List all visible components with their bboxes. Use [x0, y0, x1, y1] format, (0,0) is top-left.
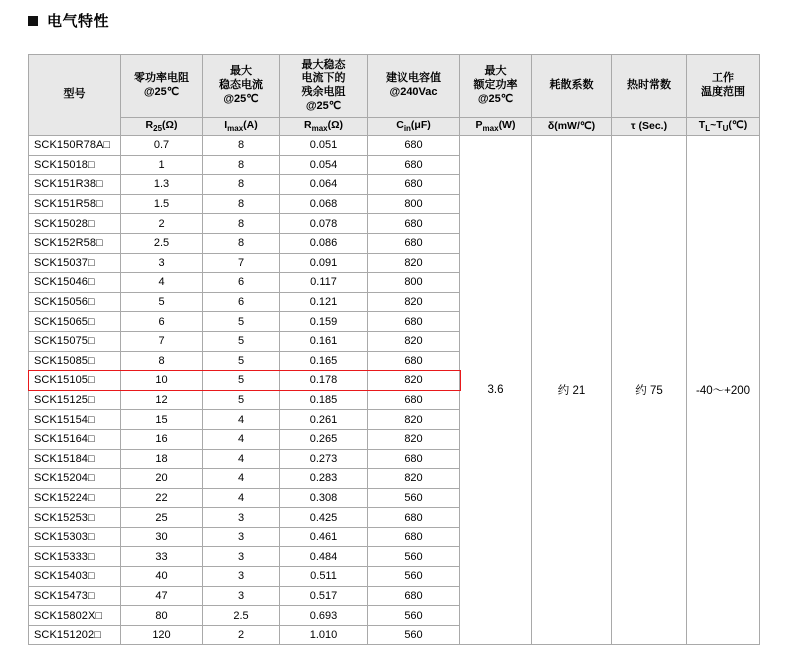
header-thermal-constant-label: 热时常数 — [627, 79, 671, 92]
header-r25-label: 零功率电阻 @25℃ — [134, 72, 189, 98]
cell-imax: 8 — [203, 175, 280, 195]
cell-capacitance: 800 — [368, 194, 460, 214]
cell-r25: 10 — [121, 371, 203, 391]
header-symbol-tau: τ (Sec.) — [612, 118, 687, 136]
cell-imax: 4 — [203, 410, 280, 430]
cell-rmax: 0.185 — [280, 390, 368, 410]
cell-capacitance: 800 — [368, 273, 460, 293]
table-row — [29, 136, 760, 156]
cell-r25: 47 — [121, 586, 203, 606]
cell-model: SCK15028□ — [29, 214, 121, 234]
cell-capacitance: 560 — [368, 488, 460, 508]
cell-capacitance: 820 — [368, 410, 460, 430]
cell-r25: 25 — [121, 508, 203, 528]
cell-imax: 2 — [203, 625, 280, 645]
cell-rmax: 0.117 — [280, 273, 368, 293]
cell-r25: 4 — [121, 273, 203, 293]
cell-imax: 4 — [203, 488, 280, 508]
cell-model: SCK150R78A□ — [29, 136, 121, 156]
cell-rmax: 0.273 — [280, 449, 368, 469]
cell-capacitance: 820 — [368, 371, 460, 391]
cell-imax: 7 — [203, 253, 280, 273]
cell-capacitance: 680 — [368, 312, 460, 332]
cell-rmax: 0.511 — [280, 567, 368, 587]
cell-rmax: 0.161 — [280, 331, 368, 351]
header-symbol-r25: $R_{25}(\Omega)$ — [121, 118, 203, 136]
cell-r25: 16 — [121, 429, 203, 449]
cell-imax: 4 — [203, 429, 280, 449]
cell-rmax: 0.517 — [280, 586, 368, 606]
cell-capacitance: 820 — [368, 253, 460, 273]
cell-model: SCK15085□ — [29, 351, 121, 371]
cell-rmax: 0.261 — [280, 410, 368, 430]
cell-imax: 5 — [203, 390, 280, 410]
header-capacitance — [368, 55, 460, 118]
cell-imax: 6 — [203, 273, 280, 293]
cell-imax: 5 — [203, 331, 280, 351]
cell-capacitance: 820 — [368, 292, 460, 312]
header-imax-label: 最大 稳态电流 @25℃ — [219, 65, 263, 105]
cell-capacitance: 680 — [368, 155, 460, 175]
cell-r25: 40 — [121, 567, 203, 587]
spec-table-container — [28, 54, 759, 645]
header-symbol-pmax: $P_{max}(W)$ — [460, 118, 532, 136]
cell-rmax: 0.461 — [280, 527, 368, 547]
cell-r25: 2.5 — [121, 233, 203, 253]
cell-imax: 8 — [203, 194, 280, 214]
cell-model: SCK15056□ — [29, 292, 121, 312]
cell-model: SCK15253□ — [29, 508, 121, 528]
cell-r25: 18 — [121, 449, 203, 469]
cell-model: SCK15037□ — [29, 253, 121, 273]
cell-model: SCK152R58□ — [29, 233, 121, 253]
header-symbol-dissipation: δ(mW/℃) — [532, 118, 612, 136]
section-heading — [28, 10, 109, 31]
cell-rmax: 0.064 — [280, 175, 368, 195]
cell-capacitance: 680 — [368, 214, 460, 234]
cell-rmax: 0.054 — [280, 155, 368, 175]
cell-capacitance: 680 — [368, 586, 460, 606]
table-header-row-symbols — [29, 118, 760, 136]
header-rmax — [280, 55, 368, 118]
cell-imax: 8 — [203, 233, 280, 253]
cell-capacitance: 560 — [368, 547, 460, 567]
cell-capacitance: 560 — [368, 625, 460, 645]
cell-imax: 6 — [203, 292, 280, 312]
cell-rmax: 0.068 — [280, 194, 368, 214]
header-dissipation-label: 耗散系数 — [549, 79, 594, 92]
header-r25 — [121, 55, 203, 118]
header-imax — [203, 55, 280, 118]
cell-temp-range-merged: -40～+200 — [687, 136, 760, 645]
cell-capacitance: 680 — [368, 175, 460, 195]
table-body — [29, 136, 760, 645]
cell-r25: 0.7 — [121, 136, 203, 156]
cell-rmax: 0.159 — [280, 312, 368, 332]
cell-model: SCK15018□ — [29, 155, 121, 175]
header-capacitance-label: 建议电容值 @240Vac — [386, 72, 441, 98]
header-symbol-imax: $I_{max}(A)$ — [203, 118, 280, 136]
cell-pmax-merged: 3.6 — [460, 136, 532, 645]
header-model-label: 型号 — [63, 88, 86, 101]
table-header — [29, 55, 760, 136]
cell-model: SCK15473□ — [29, 586, 121, 606]
cell-imax: 5 — [203, 351, 280, 371]
header-rmax-label: 最大稳态 电流下的 残余电阻 @25℃ — [301, 58, 346, 112]
cell-capacitance: 680 — [368, 233, 460, 253]
cell-r25: 80 — [121, 606, 203, 626]
cell-rmax: 0.283 — [280, 469, 368, 489]
section-title-text: 电气特性 — [47, 13, 110, 30]
header-dissipation — [532, 55, 612, 118]
cell-rmax: 1.010 — [280, 625, 368, 645]
cell-model: SCK15303□ — [29, 527, 121, 547]
cell-model: SCK15046□ — [29, 273, 121, 293]
cell-model: SCK151202□ — [29, 625, 121, 645]
cell-capacitance: 680 — [368, 136, 460, 156]
cell-model: SCK15184□ — [29, 449, 121, 469]
cell-imax: 8 — [203, 155, 280, 175]
cell-imax: 8 — [203, 136, 280, 156]
cell-r25: 12 — [121, 390, 203, 410]
header-symbol-capacitance: $C_{in}(\mu F)$ — [368, 118, 460, 136]
cell-r25: 2 — [121, 214, 203, 234]
cell-imax: 4 — [203, 449, 280, 469]
cell-model: SCK15204□ — [29, 469, 121, 489]
cell-imax: 2.5 — [203, 606, 280, 626]
square-bullet-icon — [28, 16, 38, 26]
header-symbol-rmax: $R_{max}(\Omega)$ — [280, 118, 368, 136]
cell-capacitance: 820 — [368, 469, 460, 489]
cell-r25: 15 — [121, 410, 203, 430]
cell-model: SCK15333□ — [29, 547, 121, 567]
cell-r25: 33 — [121, 547, 203, 567]
cell-r25: 6 — [121, 312, 203, 332]
cell-imax: 3 — [203, 547, 280, 567]
cell-rmax: 0.425 — [280, 508, 368, 528]
cell-rmax: 0.693 — [280, 606, 368, 626]
cell-r25: 8 — [121, 351, 203, 371]
cell-model: SCK151R38□ — [29, 175, 121, 195]
header-temp-range-label: 工作 温度范围 — [701, 72, 745, 98]
cell-r25: 20 — [121, 469, 203, 489]
cell-rmax: 0.484 — [280, 547, 368, 567]
cell-rmax: 0.178 — [280, 371, 368, 391]
cell-model: SCK15154□ — [29, 410, 121, 430]
cell-dissipation-merged: 约 21 — [532, 136, 612, 645]
cell-capacitance: 680 — [368, 351, 460, 371]
cell-model: SCK15075□ — [29, 331, 121, 351]
cell-imax: 5 — [203, 312, 280, 332]
header-pmax — [460, 55, 532, 118]
cell-r25: 7 — [121, 331, 203, 351]
header-temp-range — [687, 55, 760, 118]
cell-r25: 5 — [121, 292, 203, 312]
cell-capacitance: 680 — [368, 449, 460, 469]
cell-r25: 3 — [121, 253, 203, 273]
cell-imax: 4 — [203, 469, 280, 489]
table-header-row-main — [29, 55, 760, 118]
cell-r25: 22 — [121, 488, 203, 508]
cell-capacitance: 560 — [368, 606, 460, 626]
cell-r25: 1.5 — [121, 194, 203, 214]
cell-r25: 1 — [121, 155, 203, 175]
cell-rmax: 0.051 — [280, 136, 368, 156]
header-thermal-constant — [612, 55, 687, 118]
cell-r25: 1.3 — [121, 175, 203, 195]
header-symbol-temp: $T_L\sim T_U(℃)$ — [687, 118, 760, 136]
cell-model: SCK15802X□ — [29, 606, 121, 626]
cell-capacitance: 820 — [368, 331, 460, 351]
cell-model: SCK15224□ — [29, 488, 121, 508]
cell-model: SCK15065□ — [29, 312, 121, 332]
cell-model: SCK15125□ — [29, 390, 121, 410]
cell-rmax: 0.078 — [280, 214, 368, 234]
cell-rmax: 0.165 — [280, 351, 368, 371]
cell-r25: 120 — [121, 625, 203, 645]
header-model — [29, 55, 121, 136]
cell-imax: 3 — [203, 508, 280, 528]
cell-rmax: 0.086 — [280, 233, 368, 253]
cell-capacitance: 680 — [368, 508, 460, 528]
cell-imax: 5 — [203, 371, 280, 391]
cell-rmax: 0.308 — [280, 488, 368, 508]
header-pmax-label: 最大 额定功率 @25℃ — [473, 65, 518, 105]
cell-imax: 3 — [203, 586, 280, 606]
cell-r25: 30 — [121, 527, 203, 547]
cell-capacitance: 680 — [368, 527, 460, 547]
cell-rmax: 0.265 — [280, 429, 368, 449]
cell-model: SCK15164□ — [29, 429, 121, 449]
cell-rmax: 0.121 — [280, 292, 368, 312]
cell-model: SCK151R58□ — [29, 194, 121, 214]
cell-rmax: 0.091 — [280, 253, 368, 273]
cell-thermal-constant-merged: 约 75 — [612, 136, 687, 645]
cell-imax: 8 — [203, 214, 280, 234]
cell-capacitance: 680 — [368, 390, 460, 410]
cell-model: SCK15403□ — [29, 567, 121, 587]
electrical-characteristics-table — [28, 54, 760, 645]
cell-capacitance: 820 — [368, 429, 460, 449]
cell-capacitance: 560 — [368, 567, 460, 587]
cell-model: SCK15105□ — [29, 371, 121, 391]
cell-imax: 3 — [203, 567, 280, 587]
cell-imax: 3 — [203, 527, 280, 547]
